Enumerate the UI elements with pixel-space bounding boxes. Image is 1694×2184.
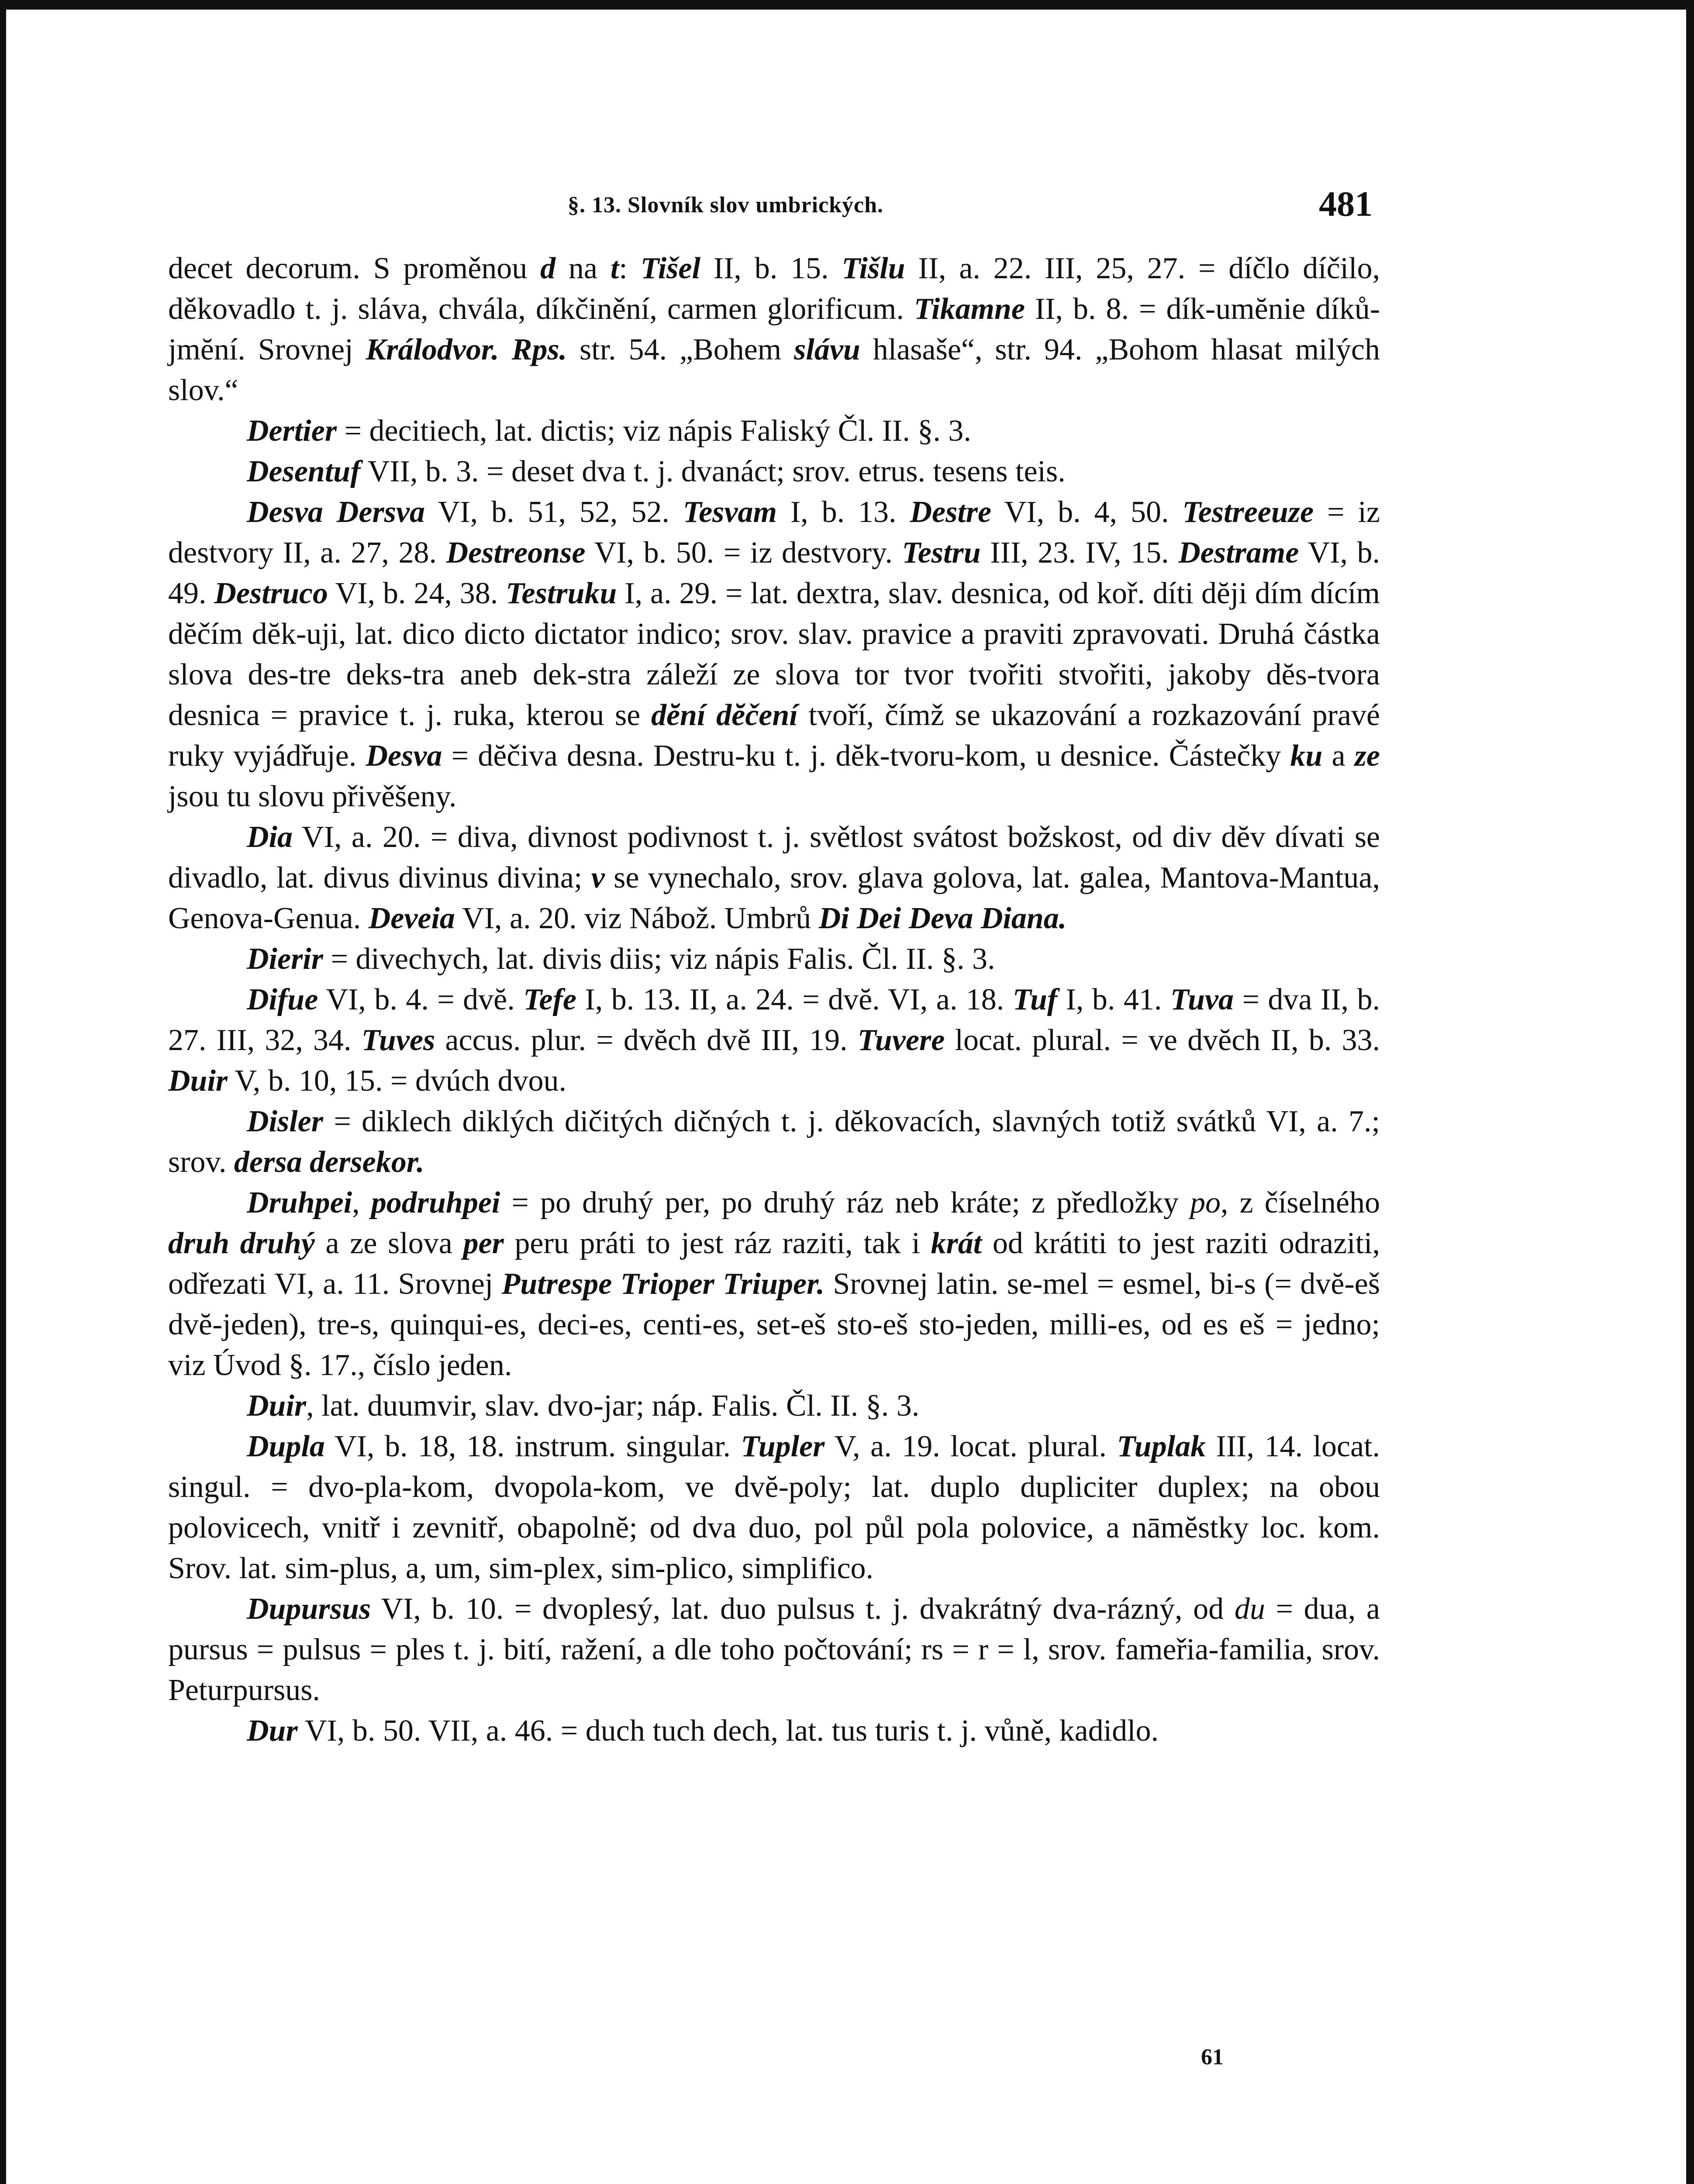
- headword-italic: Destreonse: [446, 536, 586, 570]
- entry-text: a: [1322, 739, 1355, 773]
- running-head: §. 13. Slovník slov umbrických.: [568, 193, 884, 218]
- entry-text: str. 54. „Bohem: [567, 333, 794, 366]
- entry-text: V, b. 10, 15. = dvúch dvou.: [228, 1064, 566, 1098]
- headword-italic: Desentuf: [247, 455, 361, 488]
- entry-text: VI, b. 4, 50.: [991, 495, 1183, 529]
- entry-text: I, b. 13. II, a. 24. = dvĕ. VI, a. 18.: [576, 983, 1013, 1016]
- headword-italic: krát: [931, 1227, 982, 1260]
- dictionary-entry: [168, 979, 1380, 1101]
- entry-text: od krátiti to jest raziti odraziti, odřezati VI, a. 11. Srovnej: [168, 1227, 1380, 1301]
- entry-text: accus. plur. = dvĕch dvĕ III, 19.: [435, 1023, 858, 1057]
- entry-text: III, 14. locat. singul. = dvo-pla-kom, dvopola-kom, ve dvĕ-poly; lat. duplo dupliciter duplex; na obou polovicech, vnitř i zevnitř, obapolnĕ; od dva duo, pol půl pola polovice, a nāmĕstky loc. kom. Srov. lat. sim-plus, a, um, sim-plex, sim-plico, simplifico.: [168, 1430, 1380, 1585]
- entry-text: na: [555, 252, 611, 285]
- scan-border-left: [0, 0, 6, 2184]
- headword-italic: Králodvor.: [366, 333, 499, 366]
- headword-italic: Testruku: [506, 577, 617, 610]
- body-text: [168, 248, 1380, 1751]
- entry-text: [499, 333, 512, 366]
- headword-italic: Destre: [910, 495, 992, 529]
- headword-italic: Testreeuze: [1182, 495, 1314, 529]
- headword-italic: Dupla: [247, 1430, 325, 1463]
- entry-text: = dva II, b. 27. III, 32, 34.: [168, 983, 1380, 1057]
- entry-text: = iz destvory II, a. 27, 28.: [168, 495, 1380, 570]
- dictionary-entry: [168, 1101, 1380, 1182]
- headword-italic: Tuf: [1012, 983, 1058, 1016]
- scan-border-right: [1686, 0, 1694, 2184]
- dictionary-entry: [168, 411, 1380, 451]
- headword-italic: Tuvere: [857, 1023, 945, 1057]
- headword-italic: dĕní dĕčení: [651, 698, 798, 732]
- entry-text: , z číselného: [1220, 1186, 1380, 1220]
- dictionary-entry: [168, 939, 1380, 979]
- headword-italic: Dupursus: [247, 1592, 371, 1626]
- entry-text: locat. plural. = ve dvĕch II, b. 33.: [945, 1023, 1380, 1057]
- headword-italic: Rps.: [511, 333, 567, 366]
- scan-border-top: [0, 0, 1694, 10]
- entry-text: VI, b. 49.: [168, 536, 1380, 610]
- entry-text: tvoří, čímž se ukazování a rozkazování pravé ruky vyjádřuje.: [168, 698, 1380, 773]
- headword-italic: Dierir: [247, 942, 323, 976]
- entry-text: peru práti to jest ráz raziti, tak i: [504, 1227, 931, 1260]
- entry-text: VI, b. 10. = dvoplesý, lat. duo pulsus t. j. dvakrátný dva-rázný, od: [371, 1592, 1235, 1626]
- headword-italic: druh druhý: [168, 1227, 315, 1260]
- entry-text: = dĕčiva desna. Destru-ku t. j. dĕk-tvoru-kom, u desnice. Částečky: [442, 739, 1290, 773]
- headword-italic: Destruco: [214, 577, 328, 610]
- dictionary-entry: [168, 817, 1380, 939]
- entry-text: VI, a. 20. = diva, divnost podivnost t. j. světlost svátost božskost, od div dĕv dívati se divadlo, lat. divus divinus divina;: [168, 820, 1380, 895]
- entry-text: I, b. 41.: [1057, 983, 1170, 1016]
- headword-italic: ze: [1354, 739, 1380, 773]
- entry-text: hlasaše“, str. 94. „Bohom hlasat milých slov.“: [168, 333, 1380, 407]
- headword-italic: Dia: [247, 820, 293, 854]
- entry-text: VI, a. 20. viz Nábož. Umbrů: [455, 902, 819, 935]
- headword-italic: Tesvam: [683, 495, 777, 529]
- headword-italic: per: [463, 1227, 504, 1260]
- headword-italic: Di Dei Deva Diana.: [818, 902, 1067, 935]
- entry-text: :: [619, 252, 641, 285]
- headword-italic: Testru: [902, 536, 981, 570]
- entry-text: VI, b. 51, 52, 52.: [425, 495, 683, 529]
- headword-italic: Deveia: [368, 902, 455, 935]
- headword-italic: Druhpei: [247, 1186, 352, 1220]
- headword-italic: v: [591, 861, 605, 895]
- headword-italic: du: [1234, 1592, 1265, 1626]
- entry-text: = decitiech, lat. dictis; viz nápis Faliský Čl. II. §. 3.: [337, 414, 971, 448]
- entry-text: I, a. 29. = lat. dextra, slav. desnica, od koř. díti dĕji dím dícím dĕčím dĕk-uji, lat. dico dicto dictator indico; srov. slav. pravice a praviti zpravovati. Druhá částka slova des-tre deks-tra aneb dek-stra záleží ze slova tor tvor tvořiti stvořiti, jakoby dĕs-tvora desnica = pravice t. j. ruka, kterou se: [168, 577, 1380, 732]
- headword-italic: po: [1190, 1186, 1221, 1220]
- headword-italic: Destrame: [1178, 536, 1299, 570]
- entry-text: II, a. 22. III, 25, 27. = díčlo díčilo, děkovadlo t. j. sláva, chvála, díkčinění, carmen glorificum.: [168, 252, 1380, 326]
- entry-text: ,: [352, 1186, 371, 1220]
- headword-italic: d: [540, 252, 556, 285]
- entry-text: = dua, a pursus = pulsus = ples t. j. bití, ražení, a dle toho počtování; rs = r = l, srov. fameřia-familia, srov. Peturpursus.: [168, 1592, 1380, 1707]
- headword-italic: Tuves: [361, 1023, 435, 1057]
- headword-italic: Desva Dersva: [247, 495, 425, 529]
- entry-text: II, b. 15.: [700, 252, 842, 285]
- entry-text: jsou tu slovu přivěšeny.: [168, 780, 457, 813]
- entry-text: a ze slova: [314, 1227, 463, 1260]
- headword-italic: podruhpei: [371, 1186, 500, 1220]
- entry-text: , lat. duumvir, slav. dvo-jar; náp. Falis. Čl. II. §. 3.: [306, 1389, 920, 1423]
- headword-italic: Dur: [247, 1714, 298, 1748]
- entry-text: I, b. 13.: [776, 495, 910, 529]
- entry-text: VI, b. 18, 18. instrum. singular.: [324, 1430, 741, 1463]
- dictionary-entry: [168, 1182, 1380, 1386]
- headword-italic: Tuva: [1170, 983, 1234, 1016]
- entry-text: V, a. 19. locat. plural.: [825, 1430, 1117, 1463]
- headword-italic: Difue: [247, 983, 318, 1016]
- headword-italic: dersa dersekor.: [234, 1145, 424, 1179]
- entry-text: VI, b. 50. = iz destvory.: [585, 536, 902, 570]
- headword-italic: Tefe: [523, 983, 577, 1016]
- dictionary-entry: [168, 1386, 1380, 1426]
- entry-text: VI, b. 24, 38.: [328, 577, 506, 610]
- entry-text: VI, b. 4. = dvĕ.: [318, 983, 524, 1016]
- dictionary-entry: [168, 1426, 1380, 1589]
- headword-italic: Tišlu: [842, 252, 905, 285]
- headword-italic: Putrespe Trioper Triuper.: [501, 1267, 825, 1301]
- dictionary-entry: [168, 1589, 1380, 1711]
- entry-text: = divechych, lat. divis diis; viz nápis Falis. Čl. II. §. 3.: [323, 942, 995, 976]
- dictionary-entry: [168, 492, 1380, 817]
- headword-italic: Duir: [247, 1389, 307, 1423]
- paragraph-continuation: [168, 248, 1380, 411]
- entry-text: III, 23. IV, 15.: [980, 536, 1179, 570]
- headword-italic: Tikamne: [914, 292, 1025, 326]
- headword-italic: t: [610, 252, 619, 285]
- entry-text: = diklech diklých dičitých dičných t. j. dĕkovacích, slavných totiž svátků VI, a. 7.; srov.: [168, 1105, 1380, 1179]
- headword-italic: slávu: [794, 333, 860, 366]
- headword-italic: Dertier: [247, 414, 337, 448]
- headword-italic: Tuplak: [1117, 1430, 1206, 1463]
- headword-italic: Desva: [366, 739, 442, 773]
- dictionary-entry: [168, 451, 1380, 492]
- headword-italic: Disler: [247, 1105, 323, 1138]
- entry-text: decet decorum. S proměnou: [168, 252, 541, 285]
- headword-italic: ku: [1290, 739, 1323, 773]
- headword-italic: Duir: [168, 1064, 228, 1098]
- entry-text: = po druhý per, po druhý ráz neb kráte; z předložky: [500, 1186, 1190, 1220]
- entry-text: VII, b. 3. = deset dva t. j. dvanáct; srov. etrus. tesens teis.: [360, 455, 1066, 488]
- entry-text: Srovnej latin. se-mel = esmel, bi-s (= dvĕ-eš dvĕ-jeden), tre-s, quinqui-es, deci-es, centi-es, set-eš sto-eš sto-jeden, milli-es, od es eš = jedno; viz Úvod §. 17., číslo jeden.: [168, 1267, 1380, 1382]
- entry-text: VI, b. 50. VII, a. 46. = duch tuch dech, lat. tus turis t. j. vůně, kadidlo.: [297, 1714, 1159, 1748]
- headword-italic: Tišel: [640, 252, 700, 285]
- entry-text: se vynechalo, srov. glava golova, lat. galea, Mantova-Mantua, Genova-Genua.: [168, 861, 1380, 935]
- entry-text: II, b. 8. = dík-umĕnie díků-jmĕní. Srovnej: [168, 292, 1380, 366]
- page-number: 481: [1319, 184, 1373, 224]
- printer-signature: 61: [1201, 2045, 1224, 2070]
- headword-italic: Tupler: [741, 1430, 825, 1463]
- dictionary-entry: [168, 1711, 1380, 1751]
